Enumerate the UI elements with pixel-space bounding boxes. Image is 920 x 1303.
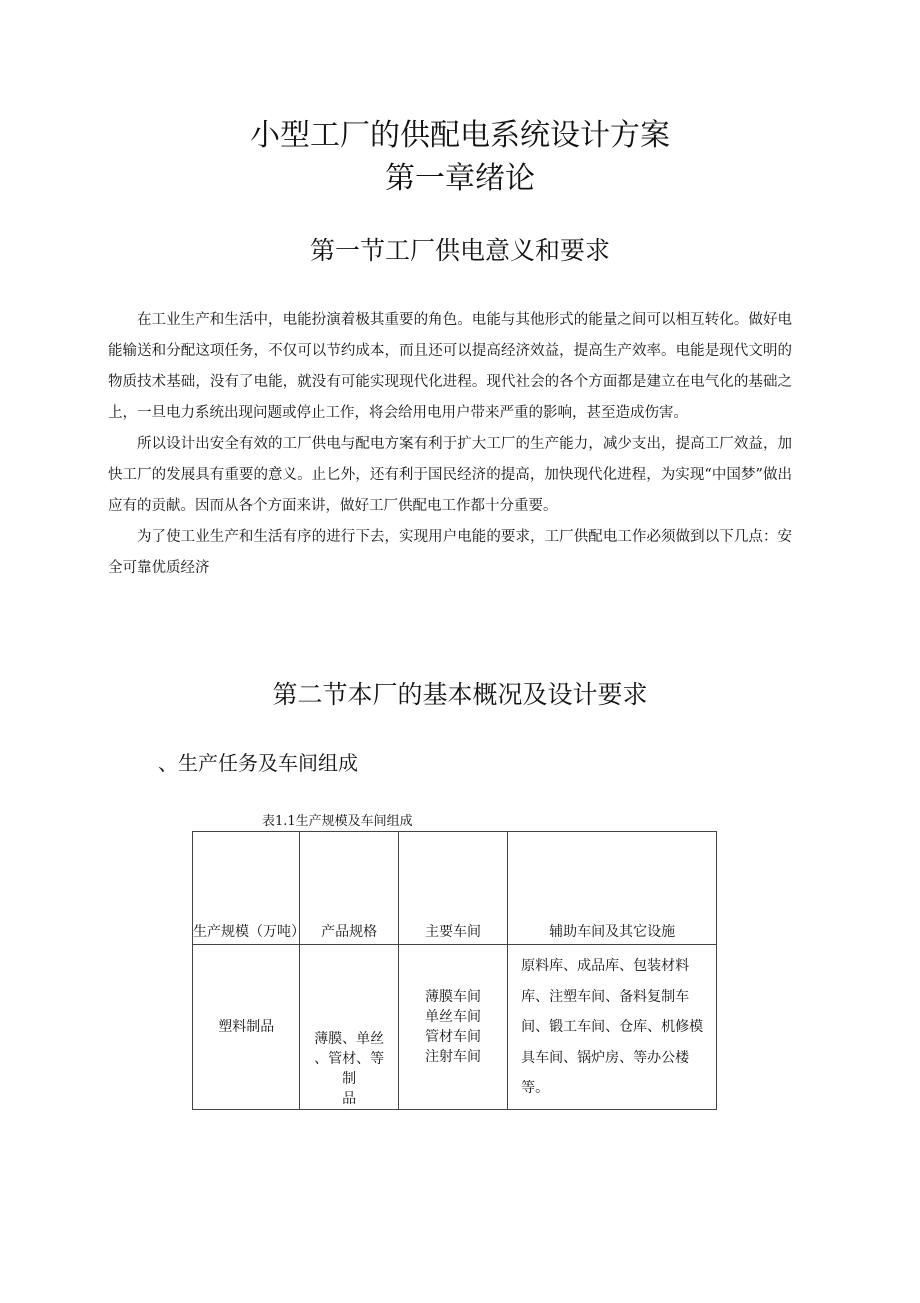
spec-line: 、管材、等 <box>314 1051 385 1067</box>
chapter-title: 第一章绪论 <box>385 161 535 196</box>
paragraph: 为了使工业生产和生活有序的进行下去，实现用户电能的要求，工厂供配电工作必须做到以下几点：安全可靠优质经济 <box>108 529 792 576</box>
header-auxiliary: 辅助车间及其它设施 <box>508 832 717 945</box>
paragraph: 在工业生产和生活中，电能扮演着极其重要的角色。电能与其他形式的能量之间可以相互转化。做好电能输送和分配这项任务，不仅可以节约成本，而且还可以提高经济效益，提高生产效率。电能是现代文明的物质技术基础，没有了电能，就没有可能实现现代化进程。现代社会的各个方面都是建立在电气化的基础之上，一旦电力系统出现问题或停止工作，将会给用电用户带来严重的影响，甚至造成伤害。 <box>108 312 792 421</box>
workshop-line: 注射车间 <box>425 1049 482 1065</box>
table-caption: 表1.1生产规模及车间组成 <box>262 814 413 829</box>
workshop-line: 单丝车间 <box>425 1009 482 1025</box>
document-title: 小型工厂的供配电系统设计方案 <box>250 118 670 153</box>
cell-workshops <box>398 945 507 1110</box>
workshop-line: 薄膜车间 <box>425 989 482 1005</box>
header-workshops: 主要车间 <box>398 832 507 945</box>
section-heading-1: 第一节工厂供电意义和要求 <box>309 236 610 265</box>
section-heading-2: 第二节本厂的基本概况及设计要求 <box>272 680 648 709</box>
production-table <box>192 831 717 1110</box>
subsection-heading: 、生产任务及车间组成 <box>158 751 358 775</box>
section-1-body <box>108 305 792 584</box>
header-spec: 产品规格 <box>300 832 398 945</box>
spec-line: 品 <box>342 1091 357 1107</box>
paragraph: 所以设计出安全有效的工厂供电与配电方案有利于扩大工厂的生产能力，减少支出，提高工厂效益，加快工厂的发展具有重要的意义。止匕外，还有利于国民经济的提高，加快现代化进程，为实现“中国梦”做出应有的贡献。因而从各个方面来讲，做好工厂供配电工作都十分重要。 <box>108 436 792 514</box>
workshop-line: 管材车间 <box>425 1029 482 1045</box>
table-header-row <box>193 832 717 945</box>
cell-spec <box>300 945 398 1110</box>
spec-line: 薄膜、单丝 <box>314 1031 385 1047</box>
cell-auxiliary: 原料库、成品库、包装材料库、注塑车间、备料复制车间、锻工车间、仓库、机修模具车间、锅炉房、等办公楼等。 <box>508 945 717 1110</box>
cell-scale: 塑料制品 <box>193 945 300 1110</box>
header-scale: 生产规模（万吨） <box>193 832 300 945</box>
spec-line: 制 <box>342 1071 357 1087</box>
table-row <box>193 945 717 1110</box>
